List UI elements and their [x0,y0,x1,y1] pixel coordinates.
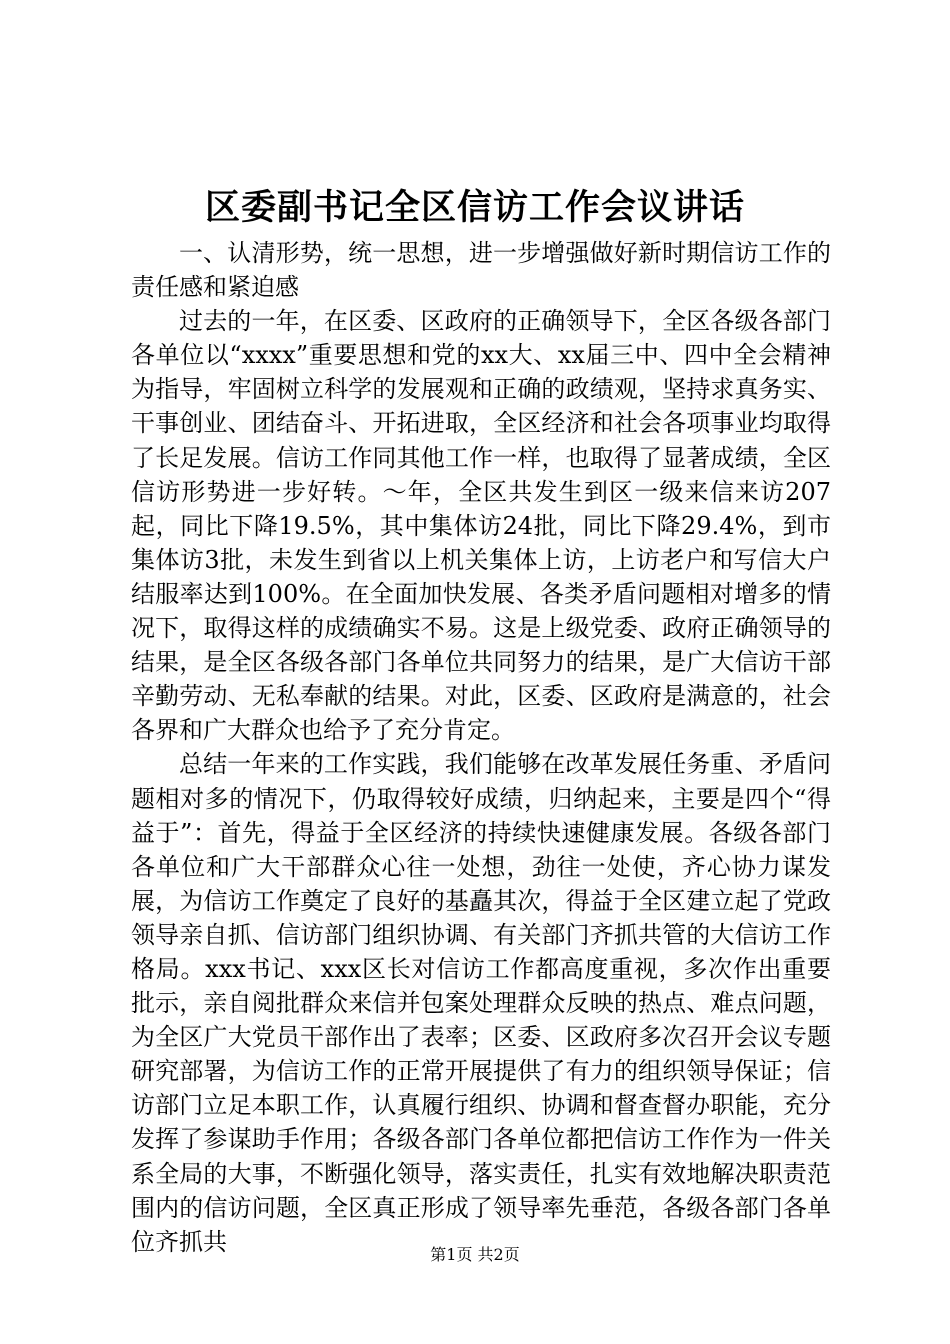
body-paragraph: 过去的一年，在区委、区政府的正确领导下，全区各级各部门各单位以“xxxx”重要思想和党的xx大、xx届三中、四中全会精神为指导，牢固树立科学的发展观和正确的政绩观，坚持求真务实、干事创业、团结奋斗、开拓进取，全区经济和社会各项事业均取得了长足发展。信访工作同其他工作一样，也取得了显著成绩，全区信访形势进一步好转。～年，全区共发生到区一级来信来访207起，同比下降19.5%，其中集体访24批，同比下降29.4%，到市集体访3批，未发生到省以上机关集体上访，上访老户和写信大户结服率达到100%。在全面加快发展、各类矛盾问题相对增多的情况下，取得这样的成绩确实不易。这是上级党委、政府正确领导的结果，是全区各级各部门各单位共同努力的结果，是广大信访干部辛勤劳动、无私奉献的结果。对此，区委、区政府是满意的，社会各界和广大群众也给予了充分肯定。 [131,307,831,745]
section-heading: 一、认清形势，统一思想，进一步增强做好新时期信访工作的责任感和紧迫感 [131,239,831,302]
document-body [131,236,831,1259]
page-footer: 第1页 共2页 [430,1245,520,1264]
document-title: 区委副书记全区信访工作会议讲话 [204,187,745,228]
body-paragraph: 总结一年来的工作实践，我们能够在改革发展任务重、矛盾问题相对多的情况下，仍取得较好成绩，归纳起来，主要是四个“得益于”：首先，得益于全区经济的持续快速健康发展。各级各部门各单位和广大干部群众心往一处想，劲往一处使，齐心协力谋发展，为信访工作奠定了良好的基矗其次，得益于全区建立起了党政领导亲自抓、信访部门组织协调、有关部门齐抓共管的大信访工作格局。xxx书记、xxx区长对信访工作都高度重视，多次作出重要批示，亲自阅批群众来信并包案处理群众反映的热点、难点问题，为全区广大党员干部作出了表率；区委、区政府多次召开会议专题研究部署，为信访工作的正常开展提供了有力的组织领导保证；信访部门立足本职工作，认真履行组织、协调和督查督办职能，充分发挥了参谋助手作用；各级各部门各单位都把信访工作作为一件关系全局的大事，不断强化领导，落实责任，扎实有效地解决职责范围内的信访问题，全区真正形成了领导率先垂范，各级各部门各单位齐抓共 [131,750,831,1256]
